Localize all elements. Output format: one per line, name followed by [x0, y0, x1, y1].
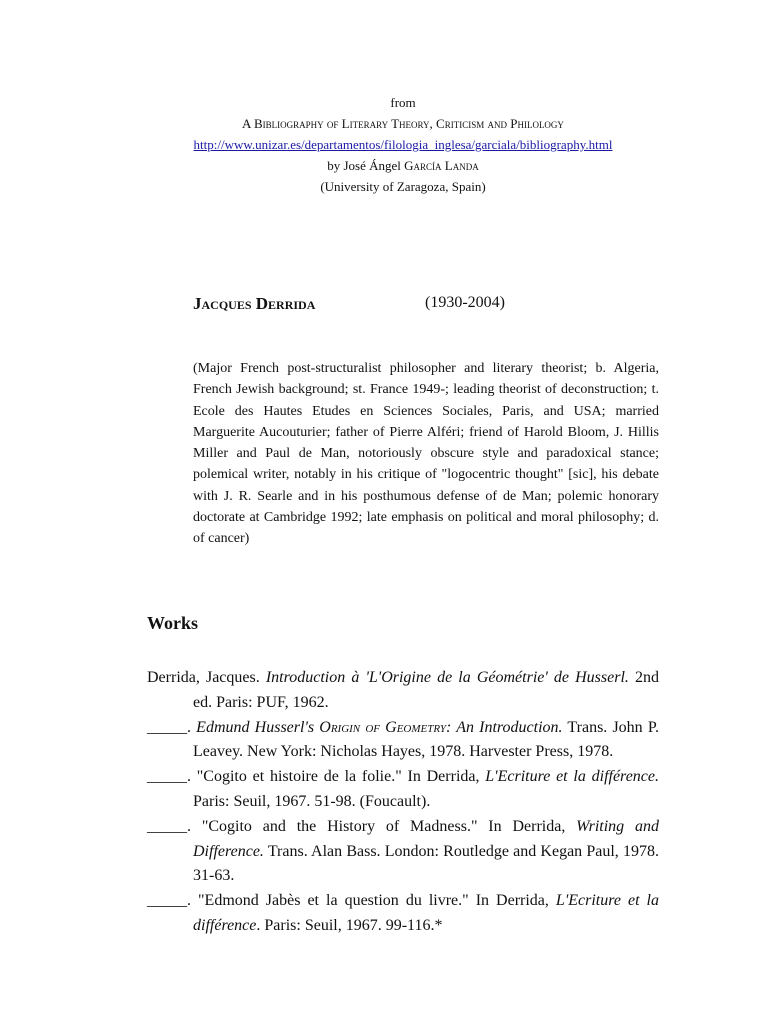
work-title: Introduction à 'L'Origine de la Géométrie' de Husserl. [265, 669, 629, 686]
author-prefix: by José Ángel [327, 158, 405, 173]
work-title [196, 719, 562, 736]
work-title: L'Ecriture et la différence [193, 892, 659, 934]
author-line [0, 155, 768, 176]
affiliation: (University of Zaragoza, Spain) [320, 179, 486, 194]
work-title-part: : An Introduction. [446, 718, 563, 736]
work-details: Trans. Alan Bass. London: Routledge and Kegan Paul, 1978. 31-63. [193, 842, 659, 885]
work-entry [147, 716, 659, 766]
bibliography-title: A Bibliography of Literary Theory, Criticism and Philology [242, 116, 564, 131]
work-title-part: Edmund Husserl's [196, 718, 320, 736]
work-title: Writing and Difference. [193, 817, 659, 860]
bibliography-url-link[interactable]: http://www.unizar.es/departamentos/filologia_inglesa/garciala/bibliography.html [193, 137, 613, 152]
work-details: Paris: Seuil, 1967. 51-98. (Foucault). [193, 792, 431, 810]
work-details: . Paris: Seuil, 1967. 99-116.* [256, 916, 443, 934]
works-heading: Works [147, 613, 199, 633]
work-entry [147, 666, 659, 716]
work-details: Trans. John P. Leavey. New York: Nicholas Hayes, 1978. Harvester Press, 1978. [193, 718, 659, 761]
work-entry [147, 889, 659, 939]
work-prefix: _____. "Cogito et histoire de la folie." In Derrida, [147, 768, 486, 786]
entry-dates: (1930-2004) [425, 294, 505, 311]
work-entry [147, 765, 659, 815]
work-prefix: _____. [147, 718, 197, 736]
works-list [147, 666, 659, 939]
work-entry [147, 815, 659, 889]
work-title: L'Ecriture et la différence. [485, 768, 659, 786]
bibliography-header [0, 92, 768, 197]
from-label: from [390, 95, 416, 110]
work-prefix: Derrida, Jacques. [147, 669, 266, 686]
author-surname: García Landa [404, 158, 479, 173]
work-title-smallcaps: Origin of Geometry [319, 718, 446, 736]
entry-name: Jacques Derrida [193, 294, 316, 313]
work-prefix: _____. "Cogito and the History of Madness." In Derrida, [147, 817, 577, 835]
work-prefix: _____. "Edmond Jabès et la question du livre." In Derrida, [147, 892, 556, 910]
work-details: 2nd ed. Paris: PUF, 1962. [193, 669, 660, 711]
entry-description: (Major French post-structuralist philosopher and literary theorist; b. Algeria, French Jewish background; st. France 1949-; leading theorist of deconstruction; t. Ecole des Hautes Etudes en Sciences Sociales, Paris, and USA; married Marguerite Aucouturier; father of Pierre Alféri; friend of Harold Bloom, J. Hillis Miller and Paul de Man, notoriously obscure style and paradoxical stance; polemical writer, notably in his critique of "logocentric thought" [sic], his debate with J. R. Searle and in his posthumous defense of de Man; polemic honorary doctorate at Cambridge 1992; late emphasis on political and moral philosophy; d. of cancer) [193, 361, 659, 547]
